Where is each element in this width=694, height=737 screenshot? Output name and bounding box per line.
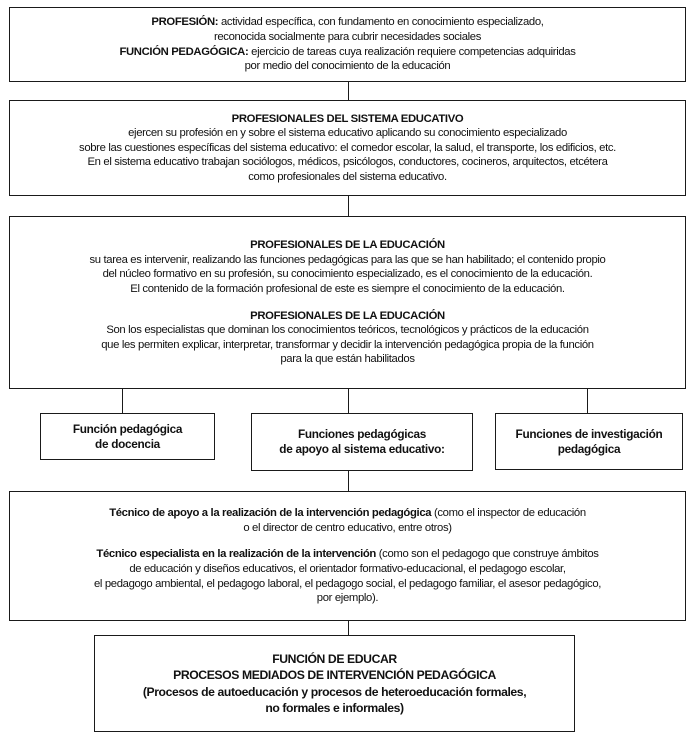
connector-sistema-educacion [348,196,349,216]
profesion-label: PROFESIÓN: [151,16,219,29]
profesionales-educacion-line: que les permiten explicar, interpretar, transformar y decidir la intervención pedagógica propia de la función [101,338,594,351]
profesionales-sistema-line: sobre las cuestiones específicas del sistema educativo: el comedor escolar, la salud, el transporte, los edificios, etc. [79,141,616,154]
tecnico-apoyo-examples: (como el inspector de educación [431,507,586,520]
profesion-line-1 [151,15,543,30]
tecnico-especialista-label: Técnico especialista en la realización de la intervención [96,548,376,561]
tecnico-especialista-line: de educación y diseños educativos, el orientador formativo-educacional, el pedagogo escolar, [129,563,566,575]
profesionales-educacion-line: El contenido de la formación profesional de este es siempre el conocimiento de la educación. [130,282,565,295]
funcion-pedagogica-line-2: por medio del conocimiento de la educación [244,60,451,73]
profesionales-educacion-heading-1: PROFESIONALES DE LA EDUCACIÓN [250,239,445,252]
profesion-definition: actividad específica, con fundamento en conocimiento especializado, [218,16,544,29]
profesionales-sistema-box [9,100,686,196]
funcion-investigacion-box [495,413,683,470]
profesionales-educacion-heading-2: PROFESIONALES DE LA EDUCACIÓN [250,309,445,322]
funcion-investigacion-line: Funciones de investigación [515,426,663,441]
funcion-pedagogica-definition: ejercicio de tareas cuya realización requiere competencias adquiridas [248,45,576,58]
profesion-box [9,7,686,82]
profesion-line-2: reconocida socialmente para cubrir necesidades sociales [213,30,482,43]
connector-educacion-investigacion [587,389,588,413]
funcion-educar-box [94,635,575,732]
funcion-pedagogica-label: FUNCIÓN PEDAGÓGICA: [119,45,249,58]
tecnico-especialista-examples: (como son el pedagogo que construye ámbitos [375,548,599,561]
funcion-investigacion-line: pedagógica [557,441,621,456]
connector-profesion-sistema [348,82,349,100]
funcion-apoyo-line: Funciones pedagógicas [297,427,427,441]
profesionales-educacion-line: Son los especialistas que dominan los conocimientos teóricos, tecnológicos y prácticos de la educación [106,324,589,337]
tecnico-apoyo-label: Técnico de apoyo a la realización de la intervención pedagógica [109,507,432,520]
funcion-docencia-line: Función pedagógica [72,421,183,436]
funcion-docencia-line: de docencia [95,436,160,451]
tecnicos-box [9,491,686,621]
connector-educacion-docencia [122,389,123,413]
tecnico-especialista-line-1 [96,547,598,562]
profesionales-sistema-heading: PROFESIONALES DEL SISTEMA EDUCATIVO [231,112,464,125]
funcion-apoyo-line: de apoyo al sistema educativo: [279,442,445,456]
tecnico-especialista-line: por ejemplo). [316,592,379,605]
procesos-mediados-heading: PROCESOS MEDIADOS DE INTERVENCIÓN PEDAGÓGICA [173,668,496,682]
connector-educacion-apoyo [348,389,349,413]
profesionales-educacion-line: del núcleo formativo en su profesión, su conocimiento especializado, es el conocimiento de la educación. [102,268,593,281]
tecnico-apoyo-line-2: o el director de centro educativo, entre otros) [243,521,452,534]
tecnico-especialista-line: el pedagogo ambiental, el pedagogo laboral, el pedagogo social, el pedagogo familiar, el asesor pedagógico, [93,577,602,590]
profesionales-educacion-line: su tarea es intervenir, realizando las funciones pedagógicas para las que se han habilitado; el contenido propio [89,253,606,266]
tecnico-apoyo-line-1 [109,506,586,521]
profesionales-sistema-line: como profesionales del sistema educativo. [248,170,447,183]
procesos-detail-line: (Procesos de autoeducación y procesos de heteroeducación formales, [142,684,527,699]
profesionales-educacion-box [9,216,686,389]
funcion-educar-heading: FUNCIÓN DE EDUCAR [272,651,397,666]
funcion-pedagogica-line-1 [119,45,575,60]
connector-apoyo-tecnicos [348,471,349,491]
funcion-apoyo-box [251,413,473,471]
profesionales-sistema-line: ejercen su profesión en y sobre el sistema educativo aplicando su conocimiento especializado [128,127,567,140]
funcion-docencia-box [40,413,215,460]
connector-tecnicos-educar [348,621,349,635]
procesos-detail-line: no formales e informales) [265,701,404,715]
profesionales-sistema-line: En el sistema educativo trabajan sociólogos, médicos, psicólogos, conductores, cocineros, arquitectos, etcétera [87,156,608,169]
profesionales-educacion-line: para la que están habilitados [280,353,415,366]
